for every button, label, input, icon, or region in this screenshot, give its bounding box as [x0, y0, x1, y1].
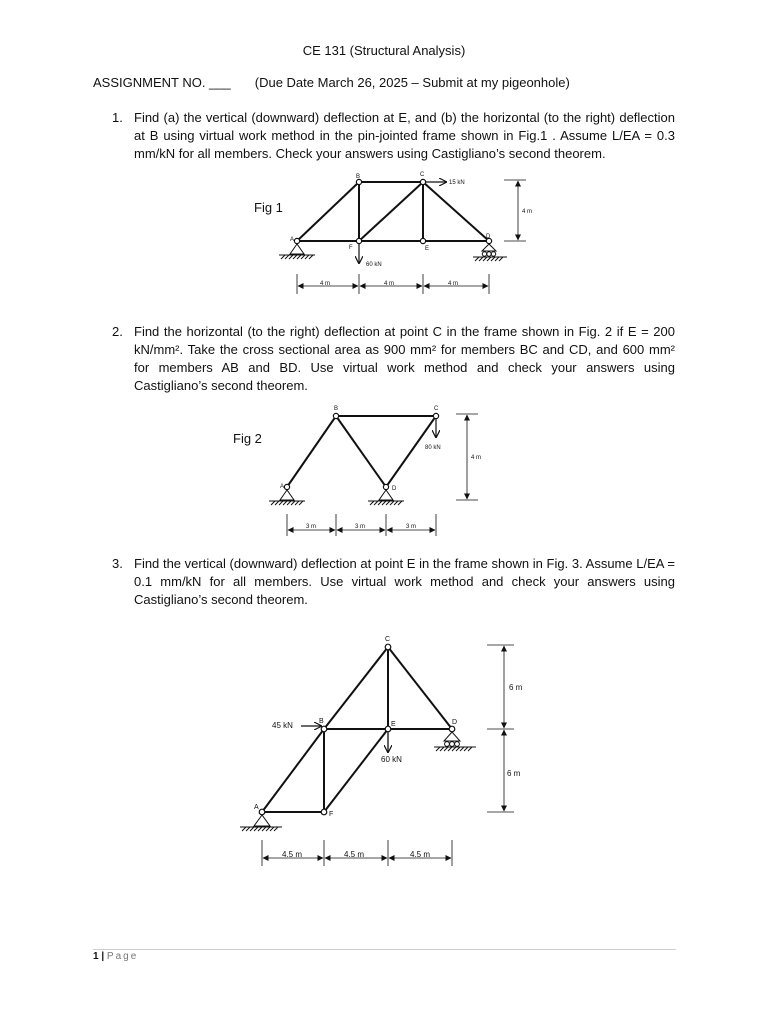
- joint-C: [433, 413, 438, 418]
- node-label: E: [425, 246, 430, 252]
- supports: [240, 732, 476, 831]
- joint-B: [333, 413, 338, 418]
- joint-C: [385, 644, 391, 650]
- page-word: Page: [106, 951, 139, 962]
- load-label: 60 kN: [381, 755, 402, 764]
- joint-D: [449, 726, 455, 732]
- pin-support: [290, 244, 304, 254]
- load-label: 45 kN: [272, 721, 293, 730]
- node-label: D: [486, 234, 491, 240]
- page-footer: [93, 951, 138, 962]
- node-label: E: [391, 721, 396, 728]
- joint-C: [420, 179, 425, 184]
- dimension-label: 4.5 m: [344, 850, 365, 859]
- joint-A: [259, 809, 265, 815]
- load-label: 15 kN: [449, 180, 465, 186]
- dimension-label: 6 m: [509, 683, 523, 692]
- dimension-lines: [297, 180, 526, 294]
- joint-D: [383, 484, 388, 489]
- node-label: C: [434, 406, 439, 412]
- dimension-label: 4 m: [522, 209, 533, 215]
- node-label: C: [385, 636, 391, 643]
- node-label: B: [319, 718, 324, 725]
- load-label: 80 kN: [425, 445, 441, 451]
- dimension-label: 4 m: [471, 455, 482, 461]
- joint-A: [284, 484, 289, 489]
- document-title: CE 131 (Structural Analysis): [302, 43, 466, 58]
- question-number: 3.: [112, 556, 123, 571]
- dimension-label: 4 m: [320, 281, 331, 287]
- node-label: F: [349, 245, 353, 251]
- assignment-line: [93, 75, 570, 90]
- node-label: D: [452, 719, 458, 726]
- footer-separator: |: [98, 951, 107, 962]
- question-text: Find the horizontal (to the right) deflection at point C in the frame shown in Fig. 2 if E = 200 kN/mm². Take the cross sectional area as 900 mm² for members BC and CD, and 600 mm² for members AB and BD. Use virtual work method and check your answers using Castigliano’s second theorem.: [134, 324, 675, 393]
- figure-2-frame: [0, 400, 768, 540]
- dimension-lines: [287, 414, 478, 536]
- figure-1-truss: [0, 170, 768, 300]
- load-label: 60 kN: [366, 262, 382, 268]
- joint-A: [294, 238, 299, 243]
- node-label: A: [254, 804, 259, 811]
- joint-E: [420, 238, 425, 243]
- page-number: 1: [93, 951, 99, 962]
- assignment-number: ASSIGNMENT NO. ___: [93, 75, 231, 90]
- figure-label: Fig 2: [233, 431, 262, 446]
- supports: [269, 490, 404, 505]
- dimension-label: 4.5 m: [410, 850, 431, 859]
- roller-support: [444, 732, 460, 741]
- dimension-label: 4.5 m: [282, 850, 303, 859]
- node-label: B: [334, 406, 339, 412]
- node-label: A: [280, 484, 285, 490]
- due-date: (Due Date March 26, 2025 – Submit at my pigeonhole): [254, 75, 570, 90]
- joint-B: [356, 179, 361, 184]
- question-number: 1.: [112, 110, 123, 125]
- question-text: Find (a) the vertical (downward) deflection at E, and (b) the horizontal (to the right) deflection at B using virtual work method in the pin-jointed frame shown in Fig.1 . Assume L/EA = 0.3 mm/kN for all members. Check your answers using Castigliano’s second theorem.: [134, 110, 675, 161]
- question-3: [112, 555, 675, 609]
- figure-label: Fig 1: [254, 200, 283, 215]
- dimension-label: 4 m: [384, 281, 395, 287]
- question-1: [112, 109, 675, 163]
- joint-F: [321, 809, 327, 815]
- question-2: [112, 323, 675, 395]
- node-label: A: [290, 237, 295, 243]
- pin-support: [254, 815, 270, 826]
- dimension-label: 4 m: [448, 281, 459, 287]
- pin-support-D: [379, 490, 393, 500]
- frame-members: [287, 416, 436, 487]
- figure-3-truss: [0, 630, 768, 875]
- node-label: D: [392, 486, 397, 492]
- joint-F: [356, 238, 361, 243]
- question-number: 2.: [112, 324, 123, 339]
- joint-B: [321, 726, 327, 732]
- node-label: F: [329, 811, 334, 818]
- question-text: Find the vertical (downward) deflection at point E in the frame shown in Fig. 3. Assume L/EA = 0.1 mm/kN for all members. Use virtual work method and check your answers using Castigliano’s second theorem.: [134, 556, 675, 607]
- node-label: C: [420, 172, 425, 178]
- joint-E: [385, 726, 391, 732]
- footer-divider: [93, 949, 676, 950]
- dimension-label: 3 m: [355, 524, 366, 530]
- dimension-label: 3 m: [406, 524, 417, 530]
- node-label: B: [356, 174, 361, 180]
- truss-members: [297, 182, 489, 241]
- roller-support: [482, 244, 496, 251]
- pin-support-A: [280, 490, 294, 500]
- dimension-label: 3 m: [306, 524, 317, 530]
- supports: [279, 244, 507, 261]
- dimension-label: 6 m: [507, 769, 521, 778]
